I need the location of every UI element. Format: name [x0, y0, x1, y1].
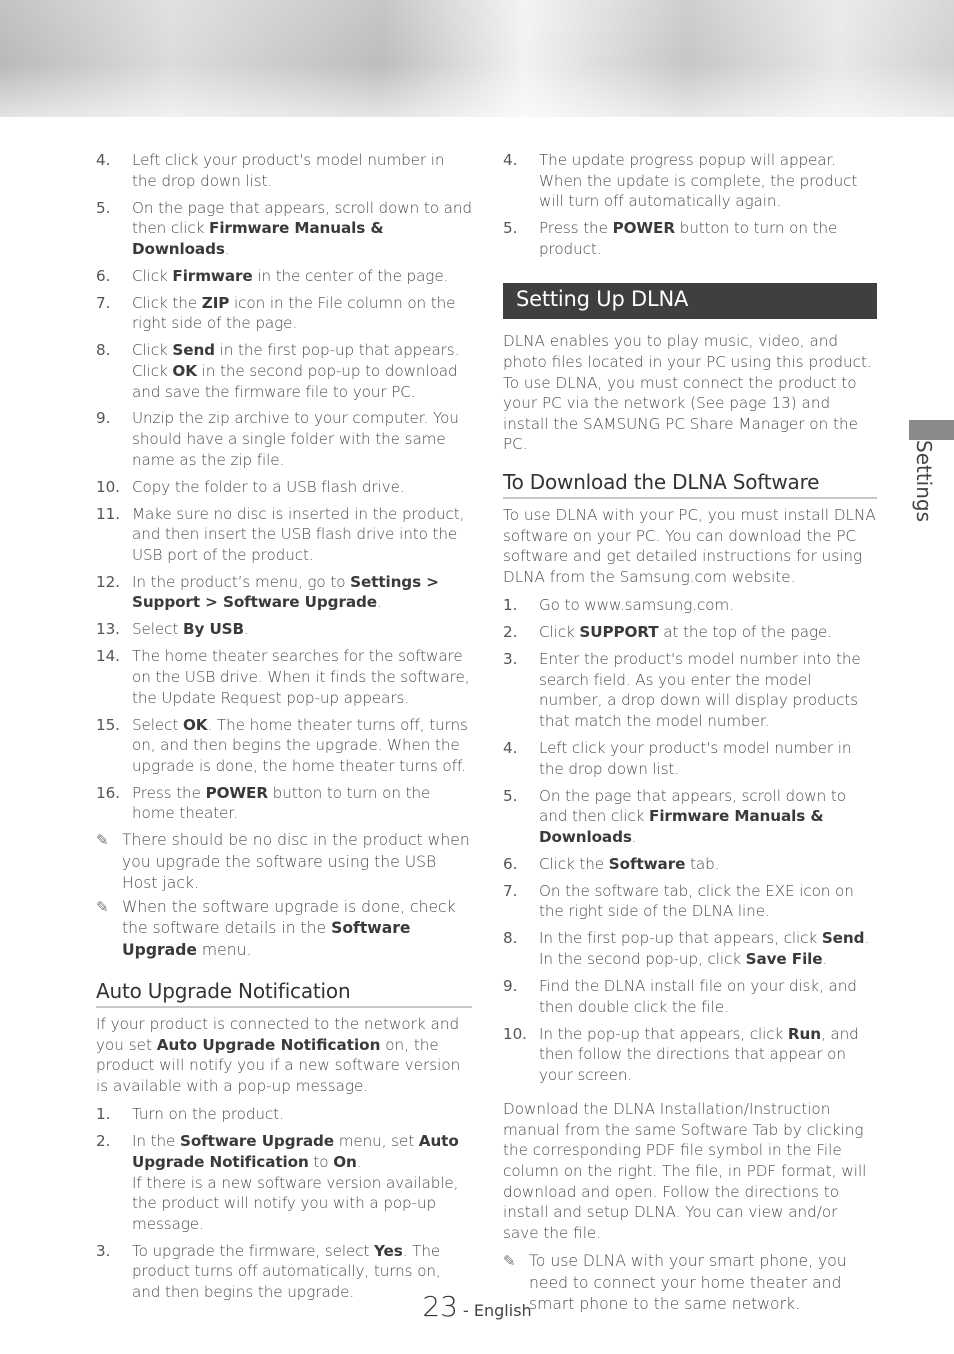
- page-footer: [0, 1290, 954, 1323]
- step-text: Enter the product's model number into the search field. As you enter the model number, a drop down will display products that match the model number.: [539, 650, 861, 731]
- step-number: 5.: [96, 198, 111, 217]
- section-heading-setting-up-dlna: Setting Up DLNA: [503, 283, 877, 319]
- bold-term: Firmware Manuals & Downloads: [539, 807, 824, 846]
- step-text: Make sure no disc is inserted in the product, and then insert the USB flash drive into the USB port of the product.: [132, 504, 465, 564]
- paragraph-download-intro: To use DLNA with your PC, you must install DLNA software on your PC. You can download the PC software and get detailed instructions for using DLNA from the Samsung.com website.: [503, 505, 876, 586]
- step-number: 2.: [503, 623, 518, 642]
- step-number: 15.: [96, 715, 120, 734]
- steps-list: [503, 595, 877, 1085]
- left-column: [96, 150, 472, 1309]
- list-item: [503, 976, 877, 1017]
- step-text: Left click your product's model number in the drop down list.: [132, 151, 445, 190]
- list-item: [96, 1131, 472, 1234]
- bold-term: On: [333, 1153, 357, 1172]
- step-number: 16.: [96, 783, 120, 802]
- bold-term: POWER: [612, 219, 675, 238]
- list-item: [503, 881, 877, 922]
- right-column: [503, 150, 877, 1318]
- step-number: 1.: [503, 596, 518, 615]
- section-heading-download-dlna: To Download the DLNA Software: [503, 469, 877, 499]
- note-text: When the software upgrade is done, check the software details in the Software Upgrade menu.: [122, 898, 456, 959]
- step-number: 8.: [503, 929, 518, 948]
- step-number: 10.: [96, 477, 120, 496]
- steps-list: [503, 150, 877, 259]
- page-language: - English: [457, 1301, 532, 1320]
- step-number: 10.: [503, 1024, 527, 1043]
- bold-term: Send: [821, 929, 865, 948]
- list-item: [503, 150, 877, 212]
- step-text: Click Firmware in the center of the page.: [132, 266, 449, 285]
- step-number: 13.: [96, 620, 120, 639]
- list-item: [96, 408, 472, 470]
- list-item: [503, 854, 877, 875]
- bold-term: Yes: [374, 1241, 403, 1260]
- section-heading-auto-upgrade: Auto Upgrade Notification: [96, 978, 472, 1008]
- step-text: Press the POWER button to turn on the home theater.: [132, 783, 431, 823]
- list-item: [96, 1104, 472, 1125]
- step-number: 3.: [503, 650, 518, 669]
- bold-term: ZIP: [201, 293, 230, 312]
- step-text: In the Software Upgrade menu, set Auto Upgrade Notification to On. If there is a new software version available, the product will notify you with a pop-up message.: [132, 1132, 459, 1233]
- step-number: 5.: [503, 786, 518, 805]
- step-number: 12.: [96, 572, 120, 591]
- bold-term: Settings > Support > Software Upgrade: [132, 572, 439, 612]
- step-text: In the pop-up that appears, click Run, and then follow the directions that appear on your screen.: [539, 1024, 859, 1084]
- bold-term: Save File: [745, 949, 823, 968]
- step-text: The home theater searches for the software on the USB drive. When it finds the software, the Update Request pop-up appears.: [132, 647, 470, 707]
- pencil-note-icon: ✎: [96, 898, 109, 917]
- note-text: To use DLNA with your smart phone, you need to connect your home theater and smart phone to the same network.: [529, 1252, 847, 1314]
- step-text: Turn on the product.: [132, 1105, 284, 1124]
- list-item: [503, 786, 877, 848]
- list-item: [96, 646, 472, 708]
- step-text: Click SUPPORT at the top of the page.: [539, 623, 832, 642]
- list-item: [96, 340, 472, 402]
- step-number: 4.: [96, 151, 111, 169]
- list-item: [96, 572, 472, 613]
- page-number: 23: [422, 1290, 458, 1323]
- steps-list: [96, 150, 472, 824]
- step-text: Left click your product's model number in the drop down list.: [539, 739, 852, 778]
- step-text: The update progress popup will appear. When the update is complete, the product will turn off automatically again.: [539, 151, 858, 211]
- pencil-note-icon: ✎: [96, 831, 109, 850]
- bold-term: Auto Upgrade Notification: [132, 1132, 459, 1172]
- list-item: [503, 595, 877, 616]
- step-number: 9.: [503, 976, 518, 995]
- step-text: To upgrade the firmware, select Yes. The product turns off automatically, turns on, and then begins the upgrade.: [132, 1241, 441, 1301]
- list-item: [96, 198, 472, 260]
- notes-list: [96, 830, 472, 961]
- paragraph-manual: Download the DLNA Installation/Instruction manual from the same Software Tab by clicking the corresponding PDF file symbol in the File column on the right. The file, in PDF format, will download and open. Follow the directions to install and setup DLNA. You can view and/or save the file.: [503, 1100, 867, 1242]
- bold-term: Software Upgrade: [122, 919, 411, 959]
- step-text: On the software tab, click the EXE icon on the right side of the DLNA line.: [539, 881, 854, 921]
- step-text: Click Send in the first pop-up that appears. Click OK in the second pop-up to download and save the firmware file to your PC.: [132, 341, 460, 401]
- step-number: 14.: [96, 647, 120, 666]
- step-number: 7.: [96, 293, 111, 312]
- list-item: [96, 150, 472, 191]
- step-number: 3.: [96, 1241, 111, 1260]
- list-item: [96, 293, 472, 334]
- bold-term: OK: [182, 715, 208, 734]
- step-text: Select OK. The home theater turns off, turns on, and then begins the upgrade. When the upgrade is done, the home theater turns off.: [132, 715, 468, 775]
- step-number: 6.: [96, 266, 111, 285]
- note-item: [96, 897, 472, 961]
- step-number: 4.: [503, 151, 518, 169]
- note-item: [96, 830, 472, 894]
- step-number: 11.: [96, 504, 120, 523]
- step-text: On the page that appears, scroll down to and then click Firmware Manuals & Downloads.: [132, 198, 472, 258]
- step-text: Press the POWER button to turn on the product.: [539, 219, 838, 258]
- list-item: [96, 504, 472, 566]
- step-number: 9.: [96, 409, 111, 428]
- step-text: On the page that appears, scroll down to and then click Firmware Manuals & Downloads.: [539, 786, 846, 846]
- step-number: 7.: [503, 881, 518, 900]
- list-item: [503, 928, 877, 969]
- step-number: 8.: [96, 341, 111, 360]
- bold-term: Firmware Manuals & Downloads: [132, 219, 384, 258]
- side-tab-marker: [909, 420, 954, 440]
- list-item: [503, 218, 877, 259]
- step-text: Copy the folder to a USB flash drive.: [132, 477, 405, 496]
- list-item: [503, 622, 877, 643]
- bold-term: Run: [787, 1024, 821, 1043]
- list-item: [96, 783, 472, 824]
- step-text: Unzip the zip archive to your computer. You should have a single folder with the same name as the zip file.: [132, 409, 459, 469]
- bold-term: OK: [172, 361, 197, 380]
- bold-term: SUPPORT: [579, 623, 659, 642]
- step-text: Click the ZIP icon in the File column on the right side of the page.: [132, 293, 456, 333]
- bold-term: Firmware: [172, 266, 253, 285]
- steps-list: [96, 1104, 472, 1302]
- step-text: Select By USB.: [132, 620, 249, 639]
- step-text: Click the Software tab.: [539, 854, 720, 873]
- list-item: [96, 477, 472, 498]
- step-text: In the first pop-up that appears, click Send. In the second pop-up, click Save File.: [539, 929, 870, 968]
- step-number: 2.: [96, 1132, 111, 1151]
- header-banner: [0, 0, 954, 117]
- step-number: 5.: [503, 219, 518, 238]
- bold-term: POWER: [205, 783, 268, 802]
- note-text: There should be no disc in the product when you upgrade the software using the USB Host jack.: [122, 831, 470, 892]
- list-item: [96, 715, 472, 777]
- step-text: Go to www.samsung.com.: [539, 596, 734, 615]
- list-item: [503, 1024, 877, 1086]
- bold-term: Auto Upgrade Notification: [156, 1035, 381, 1054]
- list-item: [503, 738, 877, 779]
- list-item: [503, 649, 877, 731]
- pencil-note-icon: ✎: [503, 1252, 516, 1271]
- bold-term: Software Upgrade: [180, 1132, 334, 1151]
- list-item: [96, 619, 472, 640]
- bold-term: Send: [172, 341, 215, 360]
- step-text: Find the DLNA install file on your disk, and then double click the file.: [539, 976, 857, 1016]
- paragraph-auto-upgrade: If your product is connected to the network and you set Auto Upgrade Notification on, the product will notify you if a new software version is available with a pop-up message.: [96, 1015, 461, 1095]
- side-section-label: Settings: [912, 440, 936, 523]
- bold-term: Software: [608, 854, 686, 873]
- step-number: 6.: [503, 854, 518, 873]
- paragraph-dlna-intro: DLNA enables you to play music, video, and photo files located in your PC using this product. To use DLNA, you must connect the product to your PC via the network (See page 13) and install the SAMSUNG PC Share Manager on the PC.: [503, 332, 872, 454]
- step-text: In the product’s menu, go to Settings > Support > Software Upgrade.: [132, 572, 439, 612]
- list-item: [96, 266, 472, 287]
- bold-term: By USB: [182, 620, 244, 639]
- step-number: 1.: [96, 1105, 111, 1124]
- step-number: 4.: [503, 739, 518, 758]
